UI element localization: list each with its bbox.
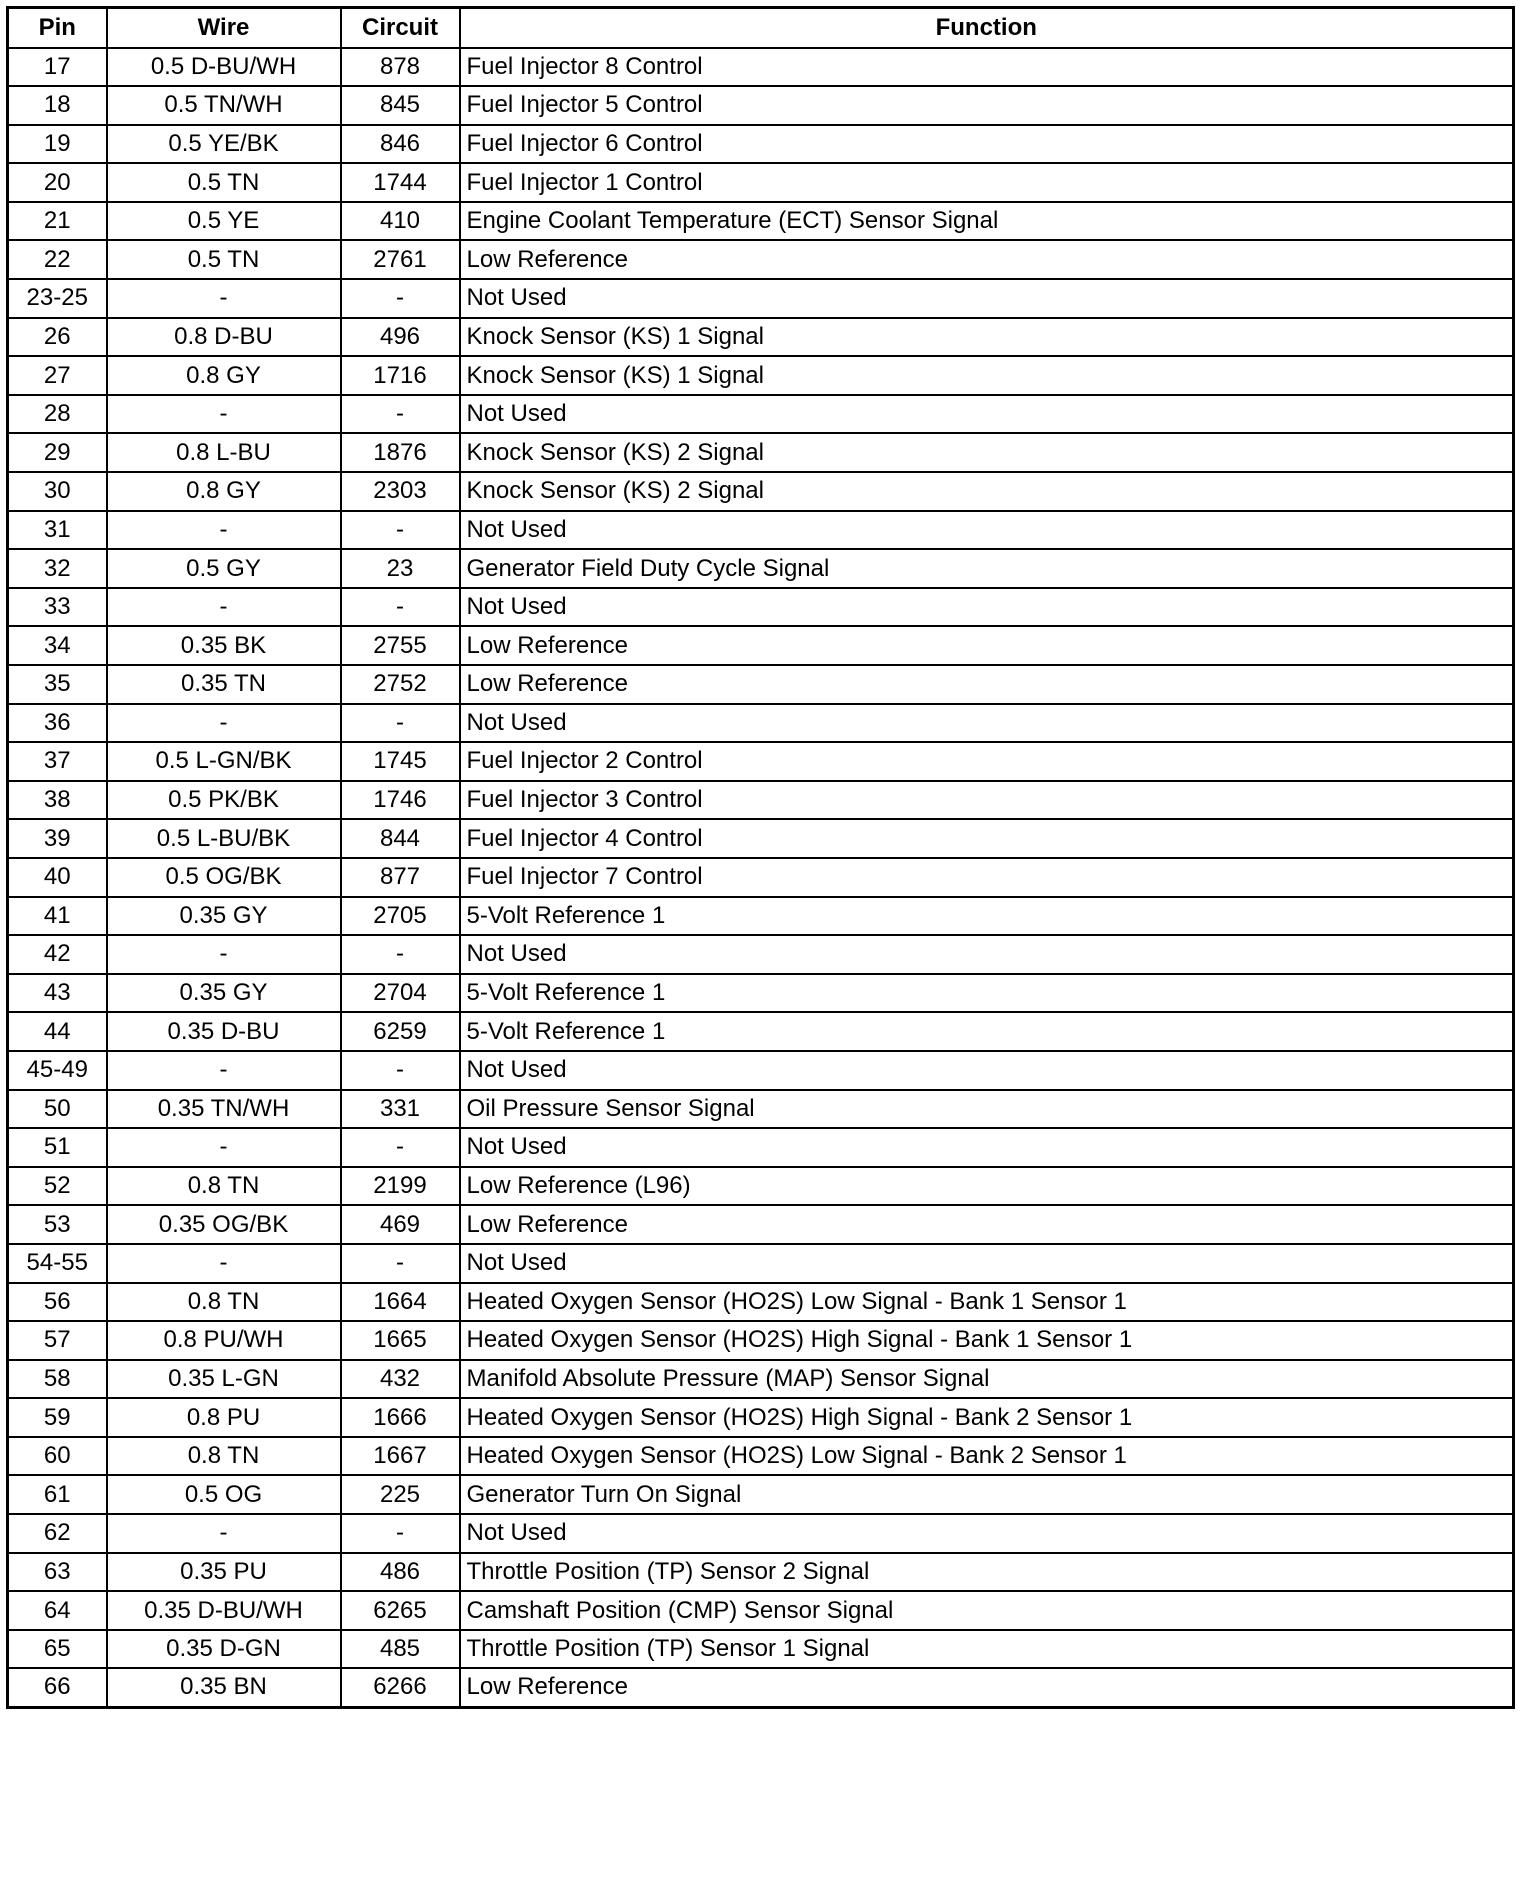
circuit-cell: 2752 (341, 665, 460, 704)
pin-cell: 61 (8, 1475, 107, 1514)
wire-cell: 0.35 TN (107, 665, 341, 704)
pin-cell: 36 (8, 704, 107, 743)
pin-cell: 19 (8, 125, 107, 164)
circuit-cell: 877 (341, 858, 460, 897)
table-row (8, 1012, 1514, 1051)
function-cell: Engine Coolant Temperature (ECT) Sensor Signal (460, 202, 1514, 241)
table-row (8, 704, 1514, 743)
table-row (8, 125, 1514, 164)
function-cell: Not Used (460, 511, 1514, 550)
pin-cell: 52 (8, 1167, 107, 1206)
table-row (8, 1553, 1514, 1592)
circuit-cell: 1665 (341, 1321, 460, 1360)
function-cell: Generator Field Duty Cycle Signal (460, 549, 1514, 588)
circuit-cell: 1666 (341, 1398, 460, 1437)
function-cell: Low Reference (460, 240, 1514, 279)
function-cell: 5-Volt Reference 1 (460, 974, 1514, 1013)
wire-cell: 0.35 GY (107, 974, 341, 1013)
table-row (8, 356, 1514, 395)
wire-cell: 0.35 PU (107, 1553, 341, 1592)
pin-cell: 64 (8, 1591, 107, 1630)
function-cell: 5-Volt Reference 1 (460, 1012, 1514, 1051)
function-cell: Not Used (460, 704, 1514, 743)
circuit-cell: 331 (341, 1090, 460, 1129)
function-cell: Heated Oxygen Sensor (HO2S) Low Signal - Bank 1 Sensor 1 (460, 1283, 1514, 1322)
wire-cell: 0.5 TN/WH (107, 86, 341, 125)
function-cell: 5-Volt Reference 1 (460, 897, 1514, 936)
table-row (8, 1205, 1514, 1244)
circuit-cell: 410 (341, 202, 460, 241)
function-cell: Low Reference (L96) (460, 1167, 1514, 1206)
table-row (8, 897, 1514, 936)
table-row (8, 1668, 1514, 1707)
pin-cell: 37 (8, 742, 107, 781)
wire-cell: - (107, 1128, 341, 1167)
circuit-cell: 486 (341, 1553, 460, 1592)
table-row (8, 433, 1514, 472)
table-row (8, 665, 1514, 704)
wire-cell: 0.5 YE (107, 202, 341, 241)
wire-cell: 0.5 OG/BK (107, 858, 341, 897)
table-row (8, 1244, 1514, 1283)
wire-cell: 0.5 OG (107, 1475, 341, 1514)
function-cell: Not Used (460, 1514, 1514, 1553)
function-cell: Not Used (460, 1128, 1514, 1167)
circuit-cell: 2761 (341, 240, 460, 279)
wire-cell: 0.35 BN (107, 1668, 341, 1707)
pin-cell: 31 (8, 511, 107, 550)
table-row (8, 1398, 1514, 1437)
table-row (8, 1051, 1514, 1090)
table-row (8, 626, 1514, 665)
header-function: Function (460, 8, 1514, 48)
function-cell: Not Used (460, 935, 1514, 974)
pin-cell: 26 (8, 318, 107, 357)
wire-cell: 0.8 TN (107, 1283, 341, 1322)
wire-cell: - (107, 279, 341, 318)
pin-cell: 21 (8, 202, 107, 241)
pin-cell: 41 (8, 897, 107, 936)
pin-cell: 17 (8, 48, 107, 87)
wire-cell: 0.8 TN (107, 1437, 341, 1476)
table-row (8, 1591, 1514, 1630)
circuit-cell: 2199 (341, 1167, 460, 1206)
circuit-cell: 23 (341, 549, 460, 588)
circuit-cell: 878 (341, 48, 460, 87)
table-row (8, 858, 1514, 897)
header-wire: Wire (107, 8, 341, 48)
circuit-cell: 2303 (341, 472, 460, 511)
function-cell: Low Reference (460, 665, 1514, 704)
wire-cell: - (107, 935, 341, 974)
header-row (8, 8, 1514, 48)
circuit-cell: 1716 (341, 356, 460, 395)
wire-cell: 0.35 L-GN (107, 1360, 341, 1399)
wire-cell: 0.5 L-GN/BK (107, 742, 341, 781)
table-row (8, 588, 1514, 627)
table-row (8, 1167, 1514, 1206)
pin-cell: 22 (8, 240, 107, 279)
wire-cell: 0.5 GY (107, 549, 341, 588)
table-row (8, 395, 1514, 434)
circuit-cell: - (341, 279, 460, 318)
pin-cell: 32 (8, 549, 107, 588)
circuit-cell: 1664 (341, 1283, 460, 1322)
pin-cell: 51 (8, 1128, 107, 1167)
function-cell: Knock Sensor (KS) 1 Signal (460, 318, 1514, 357)
circuit-cell: 496 (341, 318, 460, 357)
function-cell: Knock Sensor (KS) 1 Signal (460, 356, 1514, 395)
table-row (8, 86, 1514, 125)
circuit-cell: 6265 (341, 1591, 460, 1630)
wire-cell: 0.5 YE/BK (107, 125, 341, 164)
function-cell: Generator Turn On Signal (460, 1475, 1514, 1514)
wire-cell: - (107, 511, 341, 550)
function-cell: Camshaft Position (CMP) Sensor Signal (460, 1591, 1514, 1630)
pin-cell: 38 (8, 781, 107, 820)
function-cell: Not Used (460, 588, 1514, 627)
table-row (8, 1128, 1514, 1167)
wire-cell: 0.8 D-BU (107, 318, 341, 357)
wire-cell: 0.8 GY (107, 472, 341, 511)
function-cell: Manifold Absolute Pressure (MAP) Sensor Signal (460, 1360, 1514, 1399)
circuit-cell: - (341, 511, 460, 550)
wire-cell: - (107, 1244, 341, 1283)
table-row (8, 974, 1514, 1013)
function-cell: Fuel Injector 8 Control (460, 48, 1514, 87)
table-row (8, 549, 1514, 588)
pin-cell: 27 (8, 356, 107, 395)
wire-cell: 0.35 D-BU/WH (107, 1591, 341, 1630)
circuit-cell: 1876 (341, 433, 460, 472)
wire-cell: 0.8 PU/WH (107, 1321, 341, 1360)
wire-cell: 0.5 D-BU/WH (107, 48, 341, 87)
table-row (8, 202, 1514, 241)
table-row (8, 935, 1514, 974)
function-cell: Throttle Position (TP) Sensor 1 Signal (460, 1630, 1514, 1669)
circuit-cell: 1746 (341, 781, 460, 820)
function-cell: Not Used (460, 1244, 1514, 1283)
wire-cell: 0.8 TN (107, 1167, 341, 1206)
pin-cell: 30 (8, 472, 107, 511)
circuit-cell: - (341, 1128, 460, 1167)
wire-cell: - (107, 395, 341, 434)
pin-cell: 28 (8, 395, 107, 434)
circuit-cell: 6259 (341, 1012, 460, 1051)
wire-cell: - (107, 704, 341, 743)
function-cell: Fuel Injector 2 Control (460, 742, 1514, 781)
pin-cell: 50 (8, 1090, 107, 1129)
table-row (8, 1437, 1514, 1476)
wire-cell: 0.35 TN/WH (107, 1090, 341, 1129)
header-circuit: Circuit (341, 8, 460, 48)
circuit-cell: 225 (341, 1475, 460, 1514)
function-cell: Not Used (460, 279, 1514, 318)
table-row (8, 1090, 1514, 1129)
circuit-cell: 2705 (341, 897, 460, 936)
table-row (8, 163, 1514, 202)
table-row (8, 1630, 1514, 1669)
pin-cell: 58 (8, 1360, 107, 1399)
wire-cell: 0.8 L-BU (107, 433, 341, 472)
table-row (8, 1514, 1514, 1553)
circuit-cell: 846 (341, 125, 460, 164)
circuit-cell: - (341, 1244, 460, 1283)
header-pin: Pin (8, 8, 107, 48)
pin-cell: 43 (8, 974, 107, 1013)
table-row (8, 240, 1514, 279)
wire-cell: 0.8 PU (107, 1398, 341, 1437)
function-cell: Not Used (460, 395, 1514, 434)
document-page (6, 6, 1512, 1709)
circuit-cell: - (341, 395, 460, 434)
function-cell: Heated Oxygen Sensor (HO2S) High Signal - Bank 2 Sensor 1 (460, 1398, 1514, 1437)
pin-cell: 62 (8, 1514, 107, 1553)
table-row (8, 742, 1514, 781)
function-cell: Low Reference (460, 626, 1514, 665)
wire-cell: 0.5 L-BU/BK (107, 819, 341, 858)
circuit-cell: 1744 (341, 163, 460, 202)
pin-cell: 57 (8, 1321, 107, 1360)
wire-cell: 0.35 D-GN (107, 1630, 341, 1669)
wire-cell: 0.5 TN (107, 240, 341, 279)
circuit-cell: 2755 (341, 626, 460, 665)
pin-cell: 56 (8, 1283, 107, 1322)
function-cell: Fuel Injector 4 Control (460, 819, 1514, 858)
table-row (8, 279, 1514, 318)
pin-cell: 39 (8, 819, 107, 858)
table-row (8, 48, 1514, 87)
pin-cell: 42 (8, 935, 107, 974)
circuit-cell: 1745 (341, 742, 460, 781)
table-row (8, 472, 1514, 511)
wire-cell: 0.8 GY (107, 356, 341, 395)
function-cell: Low Reference (460, 1668, 1514, 1707)
function-cell: Knock Sensor (KS) 2 Signal (460, 433, 1514, 472)
pin-cell: 54-55 (8, 1244, 107, 1283)
circuit-cell: 1667 (341, 1437, 460, 1476)
function-cell: Fuel Injector 3 Control (460, 781, 1514, 820)
circuit-cell: - (341, 1514, 460, 1553)
pin-cell: 60 (8, 1437, 107, 1476)
wire-cell: - (107, 1514, 341, 1553)
table-row (8, 318, 1514, 357)
pin-cell: 18 (8, 86, 107, 125)
pin-cell: 45-49 (8, 1051, 107, 1090)
wire-cell: 0.35 GY (107, 897, 341, 936)
circuit-cell: - (341, 935, 460, 974)
pin-cell: 29 (8, 433, 107, 472)
function-cell: Heated Oxygen Sensor (HO2S) Low Signal - Bank 2 Sensor 1 (460, 1437, 1514, 1476)
function-cell: Not Used (460, 1051, 1514, 1090)
wire-cell: 0.35 BK (107, 626, 341, 665)
pin-cell: 65 (8, 1630, 107, 1669)
table-row (8, 819, 1514, 858)
function-cell: Fuel Injector 6 Control (460, 125, 1514, 164)
circuit-cell: - (341, 588, 460, 627)
function-cell: Low Reference (460, 1205, 1514, 1244)
circuit-cell: 432 (341, 1360, 460, 1399)
pin-cell: 53 (8, 1205, 107, 1244)
function-cell: Heated Oxygen Sensor (HO2S) High Signal - Bank 1 Sensor 1 (460, 1321, 1514, 1360)
table-row (8, 1360, 1514, 1399)
pin-cell: 66 (8, 1668, 107, 1707)
circuit-cell: 2704 (341, 974, 460, 1013)
function-cell: Fuel Injector 1 Control (460, 163, 1514, 202)
function-cell: Fuel Injector 5 Control (460, 86, 1514, 125)
pin-cell: 59 (8, 1398, 107, 1437)
table-row (8, 1321, 1514, 1360)
circuit-cell: 6266 (341, 1668, 460, 1707)
circuit-cell: - (341, 704, 460, 743)
table-row (8, 1283, 1514, 1322)
pin-cell: 63 (8, 1553, 107, 1592)
pin-cell: 35 (8, 665, 107, 704)
circuit-cell: 469 (341, 1205, 460, 1244)
function-cell: Knock Sensor (KS) 2 Signal (460, 472, 1514, 511)
wire-cell: 0.35 D-BU (107, 1012, 341, 1051)
wire-cell: - (107, 588, 341, 627)
pin-cell: 44 (8, 1012, 107, 1051)
function-cell: Throttle Position (TP) Sensor 2 Signal (460, 1553, 1514, 1592)
table-row (8, 1475, 1514, 1514)
connector-pinout-table (6, 6, 1515, 1709)
table-row (8, 781, 1514, 820)
circuit-cell: 485 (341, 1630, 460, 1669)
wire-cell: 0.35 OG/BK (107, 1205, 341, 1244)
circuit-cell: - (341, 1051, 460, 1090)
function-cell: Fuel Injector 7 Control (460, 858, 1514, 897)
wire-cell: - (107, 1051, 341, 1090)
pin-cell: 33 (8, 588, 107, 627)
pin-cell: 34 (8, 626, 107, 665)
pin-cell: 20 (8, 163, 107, 202)
circuit-cell: 844 (341, 819, 460, 858)
wire-cell: 0.5 TN (107, 163, 341, 202)
circuit-cell: 845 (341, 86, 460, 125)
pin-cell: 40 (8, 858, 107, 897)
wire-cell: 0.5 PK/BK (107, 781, 341, 820)
table-row (8, 511, 1514, 550)
table-body (8, 48, 1514, 1708)
pin-cell: 23-25 (8, 279, 107, 318)
function-cell: Oil Pressure Sensor Signal (460, 1090, 1514, 1129)
